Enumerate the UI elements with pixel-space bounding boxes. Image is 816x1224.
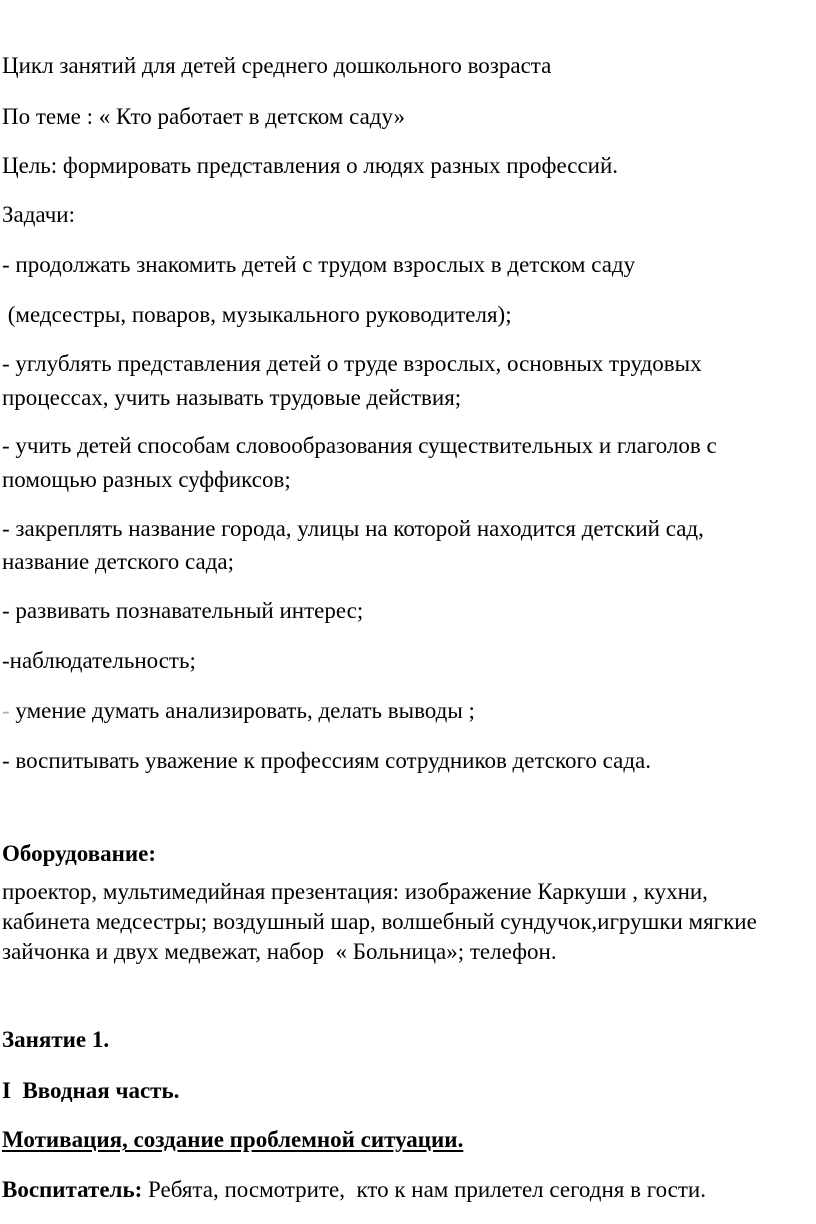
task-2-line-1: - углублять представления детей о труде взрослых, основных трудовых	[2, 351, 702, 376]
equipment-line-2: кабинета медсестры; воздушный шар, волшебный сундучок,игрушки мягкие	[2, 909, 757, 934]
equipment-heading: Оборудование:	[2, 841, 156, 866]
task-4-line-2: название детского сада;	[2, 549, 235, 574]
task-3-line-2: помощью разных суффиксов;	[2, 467, 291, 492]
doc-goal: Цель: формировать представления о людях разных профессий.	[2, 153, 619, 178]
task-7-dash: -	[2, 698, 10, 723]
task-6: -наблюдательность;	[2, 648, 196, 673]
tasks-heading: Задачи:	[2, 202, 75, 227]
doc-theme: По теме : « Кто работает в детском саду»	[2, 104, 406, 129]
motivation-heading: Мотивация, создание проблемной ситуации.	[2, 1127, 464, 1152]
task-7	[2, 695, 475, 727]
doc-title: Цикл занятий для детей среднего дошкольного возраста	[2, 53, 552, 78]
task-7-text: умение думать анализировать, делать выводы ;	[9, 698, 475, 723]
task-1-line-2: (медсестры, поваров, музыкального руководителя);	[2, 302, 512, 327]
equipment-line-1: проектор, мультимедийная презентация: изображение Каркуши , кухни,	[2, 879, 708, 904]
task-3-line-1: - учить детей способам словообразования существительных и глаголов с	[2, 433, 717, 458]
task-4-line-1: - закреплять название города, улицы на которой находится детский сад,	[2, 516, 704, 541]
task-5: - развивать познавательный интерес;	[2, 598, 364, 623]
lesson-heading: Занятие 1.	[2, 1027, 110, 1052]
task-2-line-2: процессах, учить называть трудовые действия;	[2, 385, 462, 410]
part-heading: I Вводная часть.	[2, 1078, 180, 1103]
teacher-label: Воспитатель:	[2, 1177, 143, 1202]
teacher-text: Ребята, посмотрите, кто к нам прилетел сегодня в гости.	[142, 1177, 706, 1202]
teacher-line	[2, 1174, 706, 1206]
task-1-line-1: - продолжать знакомить детей с трудом взрослых в детском саду	[2, 252, 636, 277]
task-8: - воспитывать уважение к профессиям сотрудников детского сада.	[2, 748, 651, 773]
equipment-line-3: зайчонка и двух медвежат, набор « Больница»; телефон.	[2, 939, 557, 964]
